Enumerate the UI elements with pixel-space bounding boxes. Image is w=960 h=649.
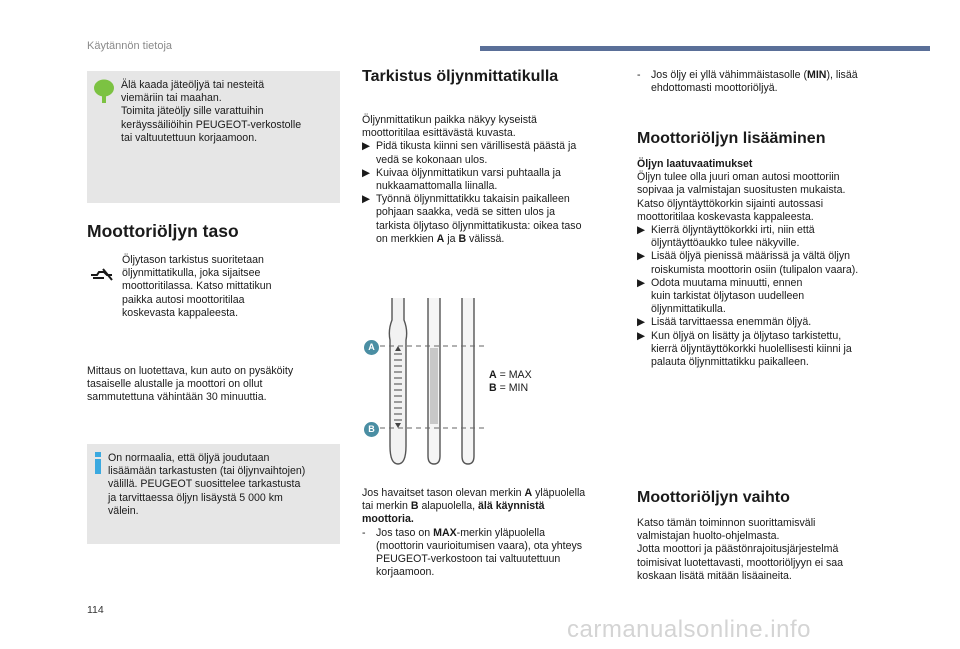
eco-line-3: Toimita jäteöljy sille varattuihin [121,105,264,118]
level-title: Moottoriöljyn taso [87,221,239,241]
dipstick-tip [389,298,406,464]
spec-title: Öljyn laatuvaatimukset [637,158,753,170]
level-intro-3: moottoritilassa. Katso mittatikun [122,280,272,293]
after-line-1: Jos havaitset tason olevan merkin A yläpuolella [362,487,586,499]
dipstick-step-1: ▶ Pidä tikusta kiinni sen värillisestä päästä ja vedä se kokonaan ulos. [362,140,577,166]
after-line-3: moottoria. [362,513,414,526]
min-note: - Jos öljy ei yllä vähimmäistasolle (MIN), lisää ehdottomasti moottoriöljyä. [637,69,858,95]
info-line-3: välillä. PEUGEOT suosittelee tarkastusta [108,478,301,491]
level-intro-5: koskevasta kappaleesta. [122,306,239,319]
info-line-4: ja tarvittaessa öljyn lisäystä 5 000 km [108,491,283,504]
marker-a: A [364,340,379,355]
spec-line-3: Katso öljyntäyttökorkin sijainti autossasi [637,197,824,210]
spec-line-4: moottoritilaa koskevasta kappaleesta. [637,210,814,223]
eco-line-2: viemäriin tai maahan. [121,92,222,105]
oil-level-icon [90,266,116,282]
legend-b: B = MIN [489,382,529,395]
oil-change-title: Moottoriöljyn vaihto [637,489,790,506]
legend-a: A = MAX [489,369,532,381]
add-step-3: ▶ Odota muutama minuutti, ennen kuin tarkistat öljytason uudelleen öljynmittatikulla. [637,276,805,316]
bullet-icon: ▶ [637,316,646,329]
bullet-icon: ▶ [637,250,646,263]
watermark: carmanualsonline.info [567,616,811,643]
spec-line-1: Öljyn tulee olla juuri oman autosi moottoriin [637,171,840,184]
change-line-3: Jotta moottori ja päästönrajoitusjärjestelmä [637,543,839,556]
marker-b: B [364,422,379,437]
eco-line-4: keräyssäiliöihin PEUGEOT-verkostolle [121,118,302,131]
level-intro-4: paikka autosi moottoritilaa [122,293,245,306]
bullet-icon: ▶ [362,193,371,206]
header-bar [480,46,930,51]
bullet-icon: ▶ [637,224,646,237]
measure-line-2: tasaiselle alustalle ja moottori on ollut [87,378,263,391]
add-oil-title: Moottoriöljyn lisääminen [637,130,826,147]
dipstick-intro-2: moottoritilaa esittävästä kuvasta. [362,127,516,140]
eco-box [87,71,340,203]
section-title: Käytännön tietoja [87,40,173,52]
spec-line-2: sopivaa ja valmistajan suositusten mukaista. [637,184,846,197]
after-dash-item: - Jos taso on MAX-merkin yläpuolella (moottorin vaurioitumisen vaara), ota yhteys PEUGEOT-verkostoon tai valtuutettuun korjaamoon. [362,526,583,579]
bullet-icon: ▶ [637,276,646,289]
add-step-4: ▶ Lisää tarvittaessa enemmän öljyä. [637,316,812,329]
info-line-5: välein. [108,504,139,517]
page-number: 114 [87,604,104,616]
level-intro-1: Öljytason tarkistus suoritetaan [122,254,264,266]
oil-film [430,348,438,424]
after-line-2: tai merkin B alapuolella, älä käynnistä [362,500,545,513]
eco-line-1: Älä kaada jäteöljyä tai nesteitä [121,79,265,91]
dipstick-step-3: ▶ Työnnä öljynmittatikku takaisin paikalleen pohjaan saakka, vedä se sitten ulos ja tarkista öljytaso öljynmittatikusta: oikea taso on merkkien A ja B välissä. [362,193,582,245]
dipstick-intro-1: Öljynmittatikun paikka näkyy kyseistä [362,114,537,126]
level-intro-2: öljynmittatikulla, joka sijaitsee [122,267,261,280]
dipstick-right [462,298,474,464]
dipstick-check-title: Tarkistus öljynmittatikulla [362,68,559,85]
eco-tree-icon [93,79,115,105]
info-line-1: On normaalia, että öljyä joudutaan [108,452,270,464]
eco-line-5: tai valtuutettuun korjaamoon. [121,131,258,144]
dipstick-figure [360,296,490,468]
bullet-icon: ▶ [362,166,371,179]
add-step-5: ▶ Kun öljyä on lisätty ja öljytaso tarkistettu, kierrä öljyntäyttökorkki huolellisesti kiinni ja palauta öljynmittatikku paikalleen. [637,329,852,369]
add-step-1: ▶ Kierrä öljyntäyttökorkki irti, niin että öljyntäyttöaukko tulee näkyville. [637,224,815,250]
dipstick-step-2: ▶ Kuivaa öljynmittatikun varsi puhtaalla ja nukkaamattomalla liinalla. [362,166,561,193]
change-line-4: toimisivat luotettavasti, moottoriöljyyn ei saa [637,556,844,569]
change-line-1: Katso tämän toiminnon suorittamisväli [637,517,816,529]
info-box [87,444,340,544]
change-line-2: valmistajan huolto-ohjelmasta. [637,530,780,543]
change-line-5: koskaan lisätä mitään lisäaineita. [637,569,792,582]
bullet-icon: ▶ [637,329,646,342]
measure-line-1: Mittaus on luotettava, kun auto on pysäköity [87,365,294,377]
info-icon [93,452,103,474]
measure-line-3: sammutettuna vähintään 30 minuuttia. [87,391,267,404]
info-line-2: lisäämään tarkastusten (tai öljynvaihtojen) [108,465,306,478]
bullet-icon: ▶ [362,140,371,153]
add-step-2: ▶ Lisää öljyä pienissä määrissä ja vältä öljyn roiskumista moottorin osiin (tulipalon vaara). [637,250,859,276]
legend [489,369,532,395]
